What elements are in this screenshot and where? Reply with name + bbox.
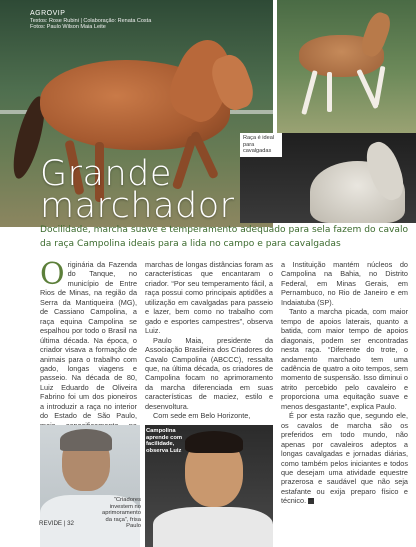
photo-caption-right: Campolina aprende com facilidade, observa Luiz [146, 428, 183, 454]
trotting-horse-photo [277, 0, 416, 133]
end-of-article-mark [308, 498, 314, 504]
paragraph: Paulo Maia, presidente da Associação Brasileira dos Criadores do Cavalo Campolina (ABCCC), ressalta que, na última década, os criadores de Campolina focam no aprimoramento da marcha diferenciada em suas características de maciez, estilo e desenvoltura. [145, 335, 273, 411]
paragraph: Originária da Fazenda do Tanque, no município de Entre Rios de Minas, na região da Serra da Mantiqueira (MG), de Cassiano Campolina, a raça equina Campolina se espalhou por todo o Brasil na última década. Na época, o criador visava a formação de animais para o trabalho com gado, longas viagens e passeio. Na década de 80, Luiz Eduardo de Oliveira Fabrino foi um dos pioneiros a introduzir a raça no interior do Estado de São Paulo, [40, 257, 137, 421]
drop-cap: O [40, 257, 65, 292]
article-headline [40, 154, 235, 226]
text-column-3 [281, 260, 408, 506]
headline-line-2: marchador [40, 186, 235, 226]
paragraph: marchas de longas distâncias foram as características que encantaram o criador. “Por seu temperamento fácil, a raça possui como principais aptidões a utilização em cavalgadas para passeio e lazer, bem como no trabalho com gado e esportes campestres”, observa Luiz. [145, 260, 273, 336]
article-credits [30, 10, 151, 31]
paragraph: a Instituição mantém núcleos do Campolina na Bahia, no Distrito Federal, em Minas Gerais, em Pernambuco, no Rio de Janeiro e em Indaiatuba (SP). [281, 260, 408, 307]
paragraph: É por esta razão que, segundo ele, os cavalos de marcha são os preferidos em todo mundo, não apenas por cavaleiros adeptos a longas cavalgadas e jornadas diárias, como também pelos iniciantes e todos que desejam uma atividade equestre prazerosa e saudável que não seja estafante ou exija preparo físico e técnico. [281, 411, 408, 506]
paragraph: Tanto a marcha picada, com maior tempo de apoios laterais, quanto a batida, com maior tempo de apoios diagonais, podem ser encontradas nesta raça. “Diferente do trote, o andamento marchado tem uma cadência de quatro a oito tempos, sem momento de suspensão. Isso diminui o atrito percebido pelo cavaleiro e proporciona uma equitação suave e menos desgastante”, explica Paulo. [281, 307, 408, 411]
section-label: AGROVIP [30, 10, 66, 17]
photo-credits-text: Fotos: Paulo Wilson Maia Leite [30, 24, 106, 31]
article-subtitle: Docilidade, marcha suave e temperamento adequado para sela fazem do cavalo da raça Campolina ideais para a lida no campo e para cavalgadas [40, 225, 409, 249]
headline-line-1: Grande [40, 154, 172, 194]
photo-caption: Raça é ideal para cavalgadas [240, 133, 282, 157]
text-column-2 [145, 260, 273, 421]
photo-caption-left: “Criadores investem no aprimoramento da raça”, frisa Paulo [102, 497, 141, 530]
credits-text: Textos: Rose Rubini | Colaboração: Renata Costa [30, 18, 152, 24]
paragraph: Com sede em Belo Horizonte, [153, 411, 251, 421]
page-folio: REVIDE | 32 [39, 520, 74, 527]
